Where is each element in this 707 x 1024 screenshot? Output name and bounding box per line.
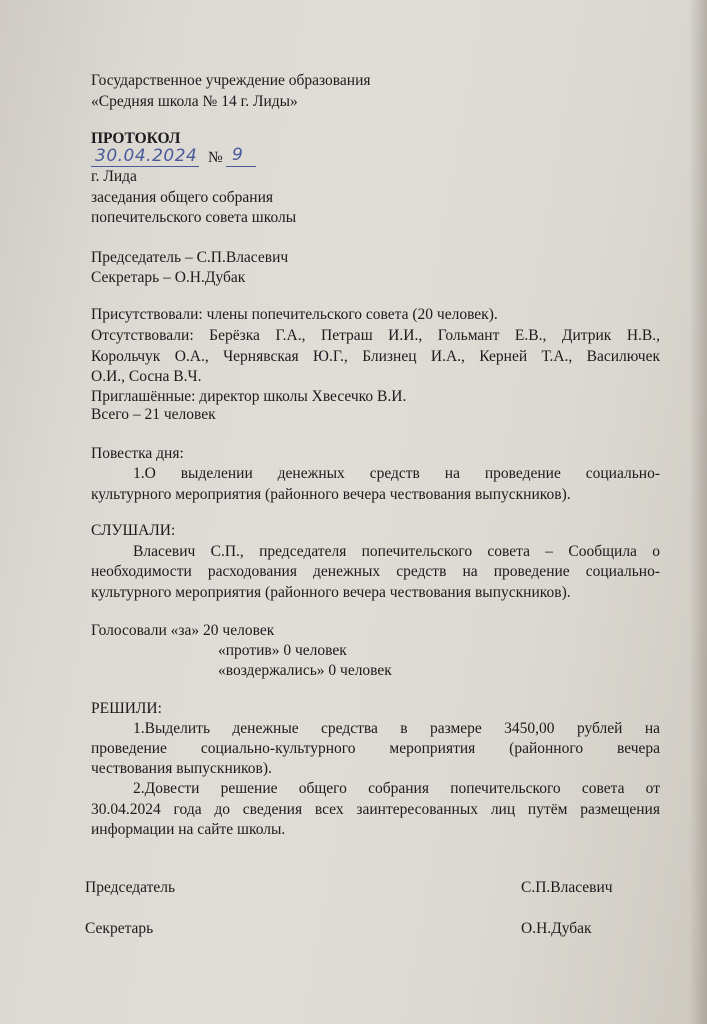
protocol-number-handwritten: 9 (232, 145, 244, 165)
heard-line-3: культурного мероприятия (районного вечера чествования выпускников). (91, 584, 571, 601)
protocol-subtitle-line-2: попечительского совета школы (91, 209, 297, 226)
vote-for: Голосовали «за» 20 человек (91, 622, 275, 639)
absent-line-1: Отсутствовали: Берёзка Г.А., Петраш И.И., Гольмант Е.В., Дитрик Н.В., (91, 327, 660, 344)
decided-item-1-line-1: 1.Выделить денежные средства в размере 3450,00 рублей на (133, 720, 660, 737)
chairman-line: Председатель – С.П.Власевич (91, 249, 289, 266)
decided-item-2-line-1: 2.Довести решение общего собрания попечительского совета от (133, 780, 660, 797)
protocol-date-handwritten: 30.04.2024 (95, 146, 198, 166)
heard-line-2: необходимости расходования денежных средств на проведение социально- (91, 563, 660, 580)
city: г. Лида (91, 168, 137, 185)
heard-line-1: Власевич С.П., председателя попечительского совета – Сообщила о (133, 543, 660, 560)
decided-item-1-line-3: чествования выпускников). (91, 760, 272, 777)
present-line: Присутствовали: члены попечительского совета (20 человек). (91, 306, 498, 323)
decided-item-1-line-2: проведение социально-культурного мероприятия (районного вечера (91, 740, 660, 757)
number-underline (226, 166, 256, 167)
number-sign: № (208, 149, 223, 166)
decided-item-2-line-3: информации на сайте школы. (91, 821, 286, 838)
organization-line-1: Государственное учреждение образования (91, 72, 371, 89)
absent-line-3: О.И., Сосна В.Ч. (91, 368, 202, 385)
absent-line-2: Корольчук О.А., Чернявская Ю.Г., Близнец И.А., Керней Т.А., Василючек (91, 348, 660, 365)
vote-abstained: «воздержались» 0 человек (218, 662, 392, 679)
agenda-item-1-line-2: культурного мероприятия (районного вечера чествования выпускников). (91, 486, 571, 503)
invited-line: Приглашённые: директор школы Хвесечко В.И. (91, 388, 407, 405)
signature-secretary-name: О.Н.Дубак (521, 920, 592, 937)
vote-against: «против» 0 человек (218, 642, 347, 659)
heard-heading: СЛУШАЛИ: (91, 522, 176, 539)
decided-item-2-line-2: 30.04.2024 года до сведения всех заинтересованных лиц путём размещения (91, 801, 660, 818)
agenda-item-1-line-1: 1.О выделении денежных средств на проведение социально- (133, 465, 660, 482)
agenda-heading: Повестка дня: (91, 445, 184, 462)
decided-heading: РЕШИЛИ: (91, 700, 162, 717)
secretary-line: Секретарь – О.Н.Дубак (91, 269, 246, 286)
organization-line-2: «Средняя школа № 14 г. Лиды» (91, 93, 298, 110)
protocol-subtitle-line-1: заседания общего собрания (91, 189, 274, 206)
signature-chairman-label: Председатель (85, 879, 176, 896)
protocol-title: ПРОТОКОЛ (91, 130, 181, 147)
signature-secretary-label: Секретарь (85, 920, 154, 937)
signature-chairman-name: С.П.Власевич (521, 879, 613, 896)
total-line: Всего – 21 человек (91, 406, 216, 423)
